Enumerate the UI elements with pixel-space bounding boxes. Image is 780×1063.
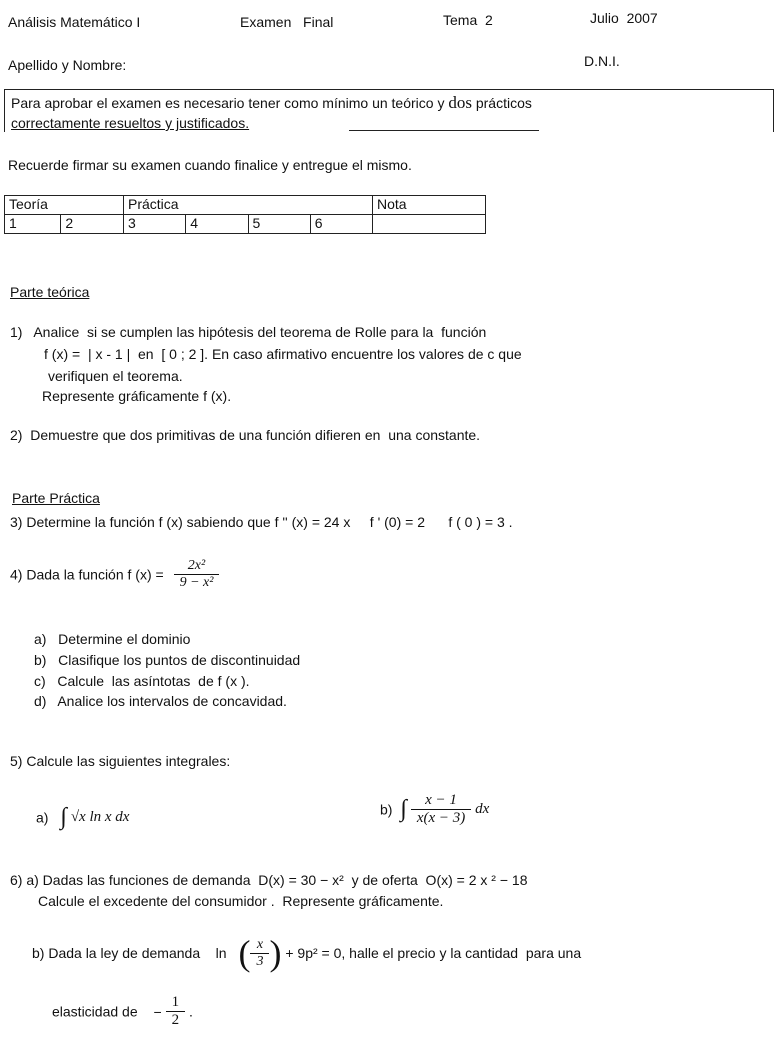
integral-sign-icon: ∫ xyxy=(400,796,407,822)
dni-label: D.N.I. xyxy=(584,53,620,69)
q5b-fraction xyxy=(411,792,471,827)
q6b-elasticity xyxy=(52,994,193,1029)
q6a-line1: 6) a) Dadas las funciones de demanda D(x) = 30 − x² y de oferta O(x) = 2 x ² − 18 xyxy=(10,872,528,888)
cell-3: 3 xyxy=(124,215,186,234)
practice-title: Parte Práctica xyxy=(12,490,100,506)
q5a-label: a) xyxy=(36,809,49,826)
q6b-rest: + 9p² = 0, halle el precio y la cantidad para una xyxy=(285,945,582,961)
cell-nota xyxy=(373,215,486,234)
integral-sign-icon: ∫ xyxy=(60,804,67,830)
cell-2: 2 xyxy=(61,215,124,234)
header-teoria: Teoría xyxy=(5,196,124,215)
q1-line1: 1) Analice si se cumplen las hipótesis del teorema de Rolle para la función xyxy=(10,324,487,340)
q4-label: 4) Dada la función f (x) = xyxy=(10,566,164,583)
q1-line2: f (x) = | x - 1 | en [ 0 ; 2 ]. En caso afirmativo encuentre los valores de c que xyxy=(44,346,522,362)
q6a-line2: Calcule el excedente del consumidor . Represente gráficamente. xyxy=(38,893,444,909)
cell-4: 4 xyxy=(186,215,248,234)
exam-title: Examen Final xyxy=(240,14,334,30)
q5-text: 5) Calcule las siguientes integrales: xyxy=(10,753,231,769)
notice-line-1 xyxy=(11,93,532,113)
q6b-end: . xyxy=(188,1003,193,1020)
q5b-denominator: x(x − 3) xyxy=(416,810,466,826)
theory-title: Parte teórica xyxy=(10,284,90,300)
q5a-block xyxy=(36,804,129,831)
q5b-dx: dx xyxy=(475,801,490,817)
cell-6: 6 xyxy=(310,215,372,234)
q4-item-d: d) Analice los intervalos de concavidad. xyxy=(34,693,287,709)
tema-label: Tema 2 xyxy=(443,12,493,28)
q4-numerator: 2x² xyxy=(174,558,220,575)
name-label: Apellido y Nombre: xyxy=(8,57,127,73)
notice-text-c: prácticos xyxy=(471,95,532,111)
q6b-label: b) Dada la ley de demanda ln xyxy=(32,945,227,961)
q6b-elast-den: 2 xyxy=(171,1012,180,1028)
q1-line3: verifiquen el teorema. xyxy=(48,368,183,384)
q5b-numerator: x − 1 xyxy=(411,792,471,810)
q5b-label: b) xyxy=(380,801,393,818)
notice-rule xyxy=(349,130,539,131)
header-practica: Práctica xyxy=(124,196,373,215)
q4-denominator: 9 − x² xyxy=(179,575,214,590)
reminder-text: Recuerde firmar su examen cuando finalice y entregue el mismo. xyxy=(8,157,412,173)
q4-item-b: b) Clasifique los puntos de discontinuidad xyxy=(34,652,301,668)
notice-text-a: Para aprobar el examen es necesario tener como mínimo un teórico y xyxy=(11,95,449,111)
right-paren-icon: ) xyxy=(269,933,282,973)
cell-5: 5 xyxy=(248,215,310,234)
q6b-numerator: x xyxy=(250,937,269,954)
exam-date: Julio 2007 xyxy=(590,10,658,26)
notice-line-2: correctamente resueltos y justificados. xyxy=(11,115,250,131)
q4-fraction xyxy=(174,558,220,591)
q6b-sign: − xyxy=(153,1003,162,1020)
grades-table xyxy=(4,195,486,234)
q6b-fraction xyxy=(250,937,269,970)
q4-item-a: a) Determine el dominio xyxy=(34,631,191,647)
q6b-elast-num: 1 xyxy=(166,994,186,1012)
q2-text: 2) Demuestre que dos primitivas de una función difieren en una constante. xyxy=(10,427,481,443)
left-paren-icon: ( xyxy=(238,933,251,973)
header-nota: Nota xyxy=(373,196,486,215)
q1-line4: Represente gráficamente f (x). xyxy=(42,388,232,404)
notice-handwritten-dos: dos xyxy=(448,93,472,112)
q3-text: 3) Determine la función f (x) sabiendo que f '' (x) = 24 x f ' (0) = 2 f ( 0 ) = 3 . xyxy=(10,514,513,530)
q6b-denominator: 3 xyxy=(256,953,264,969)
q4-item-c: c) Calcule las asíntotas de f (x ). xyxy=(34,673,250,689)
q5b-block xyxy=(380,792,489,827)
q4-block xyxy=(10,558,219,591)
q6b-elast-label: elasticidad de xyxy=(52,1003,138,1020)
q6b-block xyxy=(32,935,581,971)
requirements-notice xyxy=(4,89,774,132)
q5a-expression: √x ln x dx xyxy=(70,809,130,825)
q6b-elast-fraction xyxy=(166,994,186,1029)
course-title: Análisis Matemático I xyxy=(8,14,141,30)
cell-1: 1 xyxy=(5,215,61,234)
